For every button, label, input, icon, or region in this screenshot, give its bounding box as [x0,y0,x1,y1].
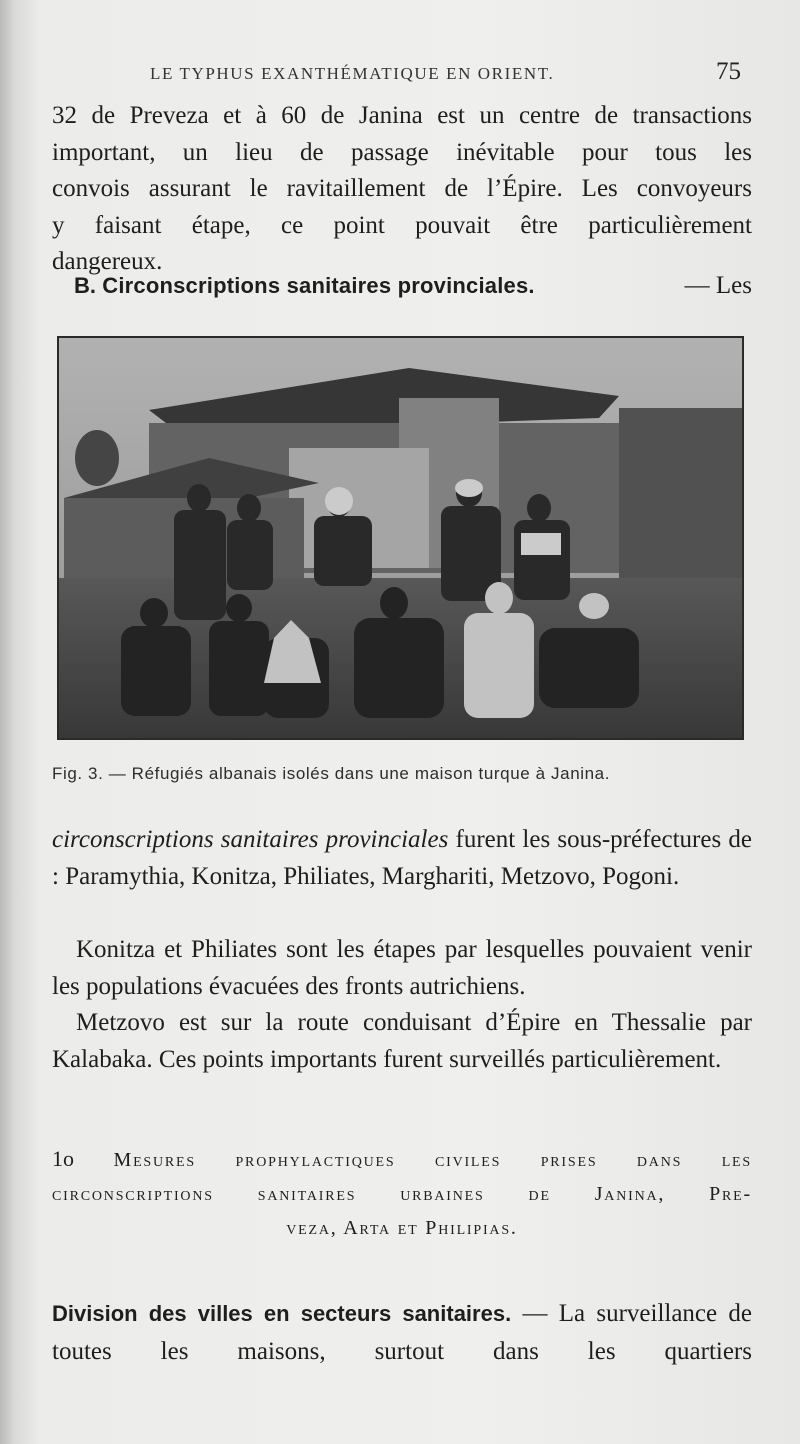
division-paragraph [52,1270,752,1396]
em-dash: — [522,1300,548,1327]
heading-line: veza, Arta et Philipias. [286,1217,518,1239]
paragraph-text [52,822,752,895]
text-line: convois assurant le ravitaillement de l’Épire. Les convoyeurs [52,175,752,202]
italic-phrase: circonscriptions sanitaires provinciales [52,826,449,853]
division-text: La surveillance de toutes les maisons, surtout dans les quartiers [52,1300,752,1365]
paragraph-text: Konitza et Philiates sont les étapes par lesquelles pouvaient venir les populations évacuées des fronts autrichiens. [52,936,752,1000]
section-b-continuation: Les [715,272,752,299]
text-line: 32 de Preveza et à 60 de Janina est un centre de transactions [52,102,752,129]
figure-photograph [57,336,744,740]
section-b-title: Circonscriptions sanitaires provinciales. [102,273,535,298]
text-line: y faisant étape, ce point pouvait être particulièrement [52,211,752,239]
top-paragraph [52,98,752,281]
section-b-tail [685,268,752,304]
section-heading-1 [52,1142,752,1245]
heading-line [52,1142,752,1177]
paragraph-text: Metzovo est sur la route conduisant d’Épire en Thessalie par Kalabaka. Ces points importants furent surveillés particulièrement. [52,1009,752,1073]
running-title: LE TYPHUS EXANTHÉMATIQUE EN ORIENT. [150,64,555,83]
heading-number: 1o [52,1146,74,1171]
heading-line: circonscriptions sanitaires urbaines de Janina, Pre- [52,1183,752,1205]
text-line: dangereux. [52,248,163,275]
page-header [0,58,800,88]
division-title: Division des villes en secteurs sanitaires. [52,1301,512,1326]
page-number: 75 [716,58,741,85]
em-dash: — [684,272,710,299]
figure-caption: Fig. 3. — Réfugiés albanais isolés dans une maison turque à Janina. [52,764,611,783]
paragraph-3 [52,932,752,1005]
text-line: important, un lieu de passage inévitable pour tous les [52,138,752,166]
section-b-heading [52,268,752,304]
paragraph-4 [52,1005,752,1078]
paragraph-2 [52,822,752,895]
heading-text: Mesures prophylactiques civiles prises dans les [113,1149,752,1171]
paragraph-text [52,1295,752,1371]
refugees-photo-image [59,338,742,738]
paragraph-rest: furent les sous-préfectures de : Paramythia, Konitza, Philiates, Marghariti, Metzovo, Pogoni. [52,826,752,890]
section-b-prefix: B. [74,273,96,298]
